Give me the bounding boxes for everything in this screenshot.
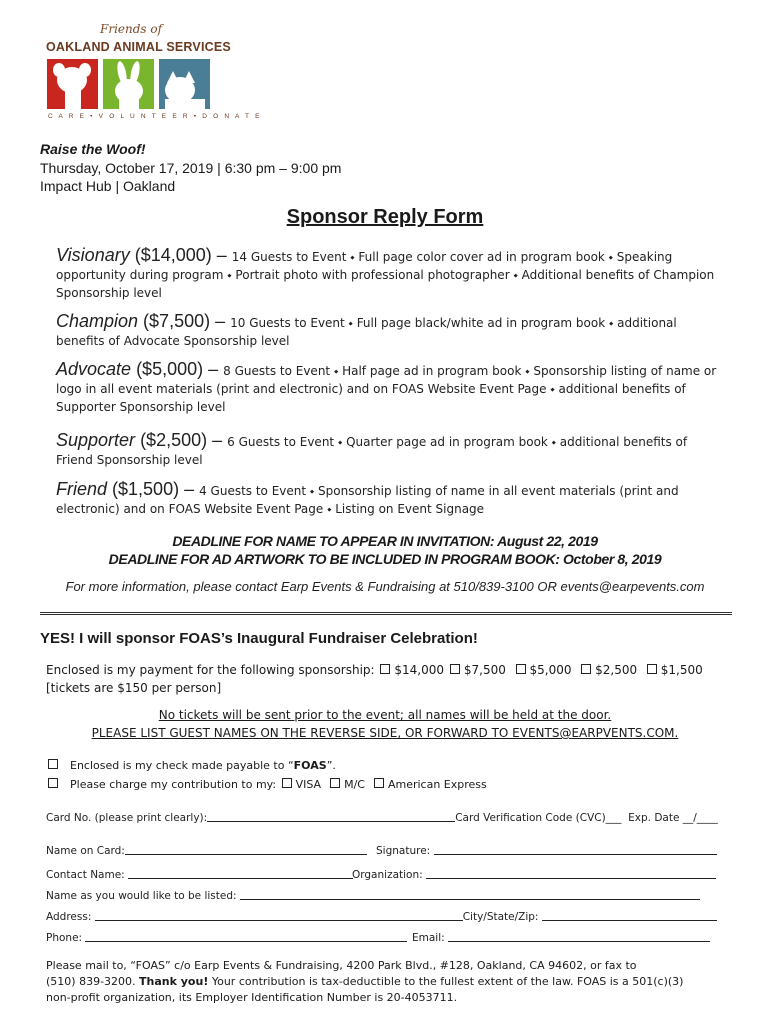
amount-label: $1,500 — [660, 663, 703, 677]
tier-benefits: 14 Guests to Event ⬩ Full page color cover ad in program book ⬩ Speaking opportunity during program ⬩ Portrait photo with professional photographer ⬩ Additional benefits of Champion Sponsorship level — [56, 250, 715, 300]
divider — [40, 612, 732, 615]
tier-name: Champion — [56, 311, 139, 331]
checkbox-visa[interactable] — [282, 778, 292, 788]
charge-option — [46, 778, 487, 791]
tier-name: Visionary — [56, 245, 130, 265]
ein-note: non-profit organization, its Employer Identification Number is 20-4053711. — [46, 991, 458, 1004]
signature-label: Signature: — [376, 845, 434, 857]
check-option — [46, 759, 336, 772]
card-number-row — [46, 811, 718, 824]
address-field[interactable] — [95, 910, 463, 921]
organization-label: Organization: — [352, 869, 427, 881]
card-number-field[interactable] — [207, 811, 455, 822]
checkbox-charge[interactable] — [48, 778, 58, 788]
listing-field[interactable] — [240, 889, 700, 900]
checkbox-check[interactable] — [48, 759, 58, 769]
checkbox-7500[interactable] — [450, 664, 460, 674]
tier-name: Supporter — [56, 430, 136, 450]
ticket-price: [tickets are $150 per person] — [46, 681, 222, 695]
mc-label: M/C — [344, 778, 365, 791]
mail-line: Please mail to, “FOAS” c/o Earp Events & Fundraising, 4200 Park Blvd., #128, Oakland, CA 94602, or fax to — [46, 959, 637, 972]
rabbit-icon — [103, 59, 154, 109]
deadline-name: DEADLINE FOR NAME TO APPEAR IN INVITATION: August 22, 2019 — [172, 533, 598, 549]
organization-row — [352, 868, 716, 881]
check-payee: FOAS — [293, 759, 327, 772]
amex-label: American Express — [387, 778, 487, 791]
sponsorship-selection — [46, 661, 736, 697]
deadline-artwork: DEADLINE FOR AD ARTWORK TO BE INCLUDED IN PROGRAM BOOK: October 8, 2019 — [108, 551, 662, 567]
checkbox-2500[interactable] — [581, 664, 591, 674]
cat-icon — [159, 59, 210, 109]
tier-price: ($7,500) – — [138, 311, 231, 331]
checkbox-1500[interactable] — [647, 664, 657, 674]
tier-benefits: 4 Guests to Event ⬩ Sponsorship listing of name in all event materials (print and electronic) and on FOAS Website Event Page ⬩ Listing on Event Signage — [56, 484, 679, 516]
amount-label: $14,000 — [394, 663, 445, 677]
logo-title: OAKLAND ANIMAL SERVICES — [46, 40, 231, 54]
tier-champion — [56, 312, 726, 350]
exp-date-field[interactable]: Exp. Date __/____ — [628, 812, 718, 824]
tier-price: ($14,000) – — [129, 245, 232, 265]
thank-you: Thank you! — [139, 975, 209, 988]
contact-label: Contact Name: — [46, 869, 129, 881]
event-venue: Impact Hub | Oakland — [40, 178, 176, 194]
address-row — [46, 910, 717, 923]
address-label: Address: — [46, 911, 95, 923]
phone-row — [46, 931, 407, 944]
guest-names-note: PLEASE LIST GUEST NAMES ON THE REVERSE SIDE, OR FORWARD TO EVENTS@EARPVENTS.COM. — [91, 726, 679, 740]
check-suffix: ”. — [326, 759, 336, 772]
tier-visionary — [56, 246, 726, 302]
mailing-instructions — [46, 958, 726, 1006]
no-tickets-note: No tickets will be sent prior to the event; all names will be held at the door. — [158, 708, 612, 722]
email-row — [412, 931, 710, 944]
city-field[interactable] — [542, 910, 717, 921]
checkbox-5000[interactable] — [516, 664, 526, 674]
tier-name: Advocate — [56, 359, 132, 379]
tier-benefits: 6 Guests to Event ⬩ Quarter page ad in program book ⬩ additional benefits of Friend Sponsorship level — [56, 435, 688, 467]
reply-heading: YES! I will sponsor FOAS’s Inaugural Fundraiser Celebration! — [40, 630, 478, 647]
name-on-card-row — [46, 844, 367, 857]
tier-price: ($5,000) – — [131, 359, 224, 379]
event-name: Raise the Woof! — [40, 141, 146, 157]
signature-field[interactable] — [434, 844, 717, 855]
checkbox-14000[interactable] — [380, 664, 390, 674]
logo-friends-of: Friends of — [100, 22, 163, 36]
page-title: Sponsor Reply Form — [286, 206, 484, 228]
tier-supporter — [56, 431, 726, 469]
fax-number: (510) 839-3200. — [46, 975, 140, 988]
signature-row — [376, 844, 717, 857]
listing-label: Name as you would like to be listed: — [46, 890, 240, 902]
tier-benefits: 10 Guests to Event ⬩ Full page black/white ad in program book ⬩ additional benefits of Advocate Sponsorship level — [56, 316, 677, 348]
tier-price: ($1,500) – — [107, 479, 200, 499]
contact-field[interactable] — [128, 868, 353, 879]
tax-note: Your contribution is tax-deductible to the fullest extent of the law. FOAS is a 501(c)(3) — [208, 975, 684, 988]
name-on-card-field[interactable] — [125, 844, 367, 855]
tier-price: ($2,500) – — [135, 430, 228, 450]
logo-tagline: C A R E • V O L U N T E E R • D O N A T E — [48, 113, 262, 120]
tier-advocate — [56, 360, 726, 416]
contact-info: For more information, please contact Earp Events & Fundraising at 510/839-3100 OR events@earpevents.com — [65, 579, 705, 594]
check-label: Enclosed is my check made payable to “ — [70, 759, 294, 772]
email-label: Email: — [412, 932, 449, 944]
email-field[interactable] — [448, 931, 710, 942]
phone-field[interactable] — [85, 931, 407, 942]
event-datetime: Thursday, October 17, 2019 | 6:30 pm – 9:00 pm — [40, 160, 342, 176]
dog-icon — [47, 59, 98, 109]
cvc-field[interactable]: Card Verification Code (CVC)___ — [455, 812, 622, 824]
visa-label: VISA — [295, 778, 322, 791]
card-number-label: Card No. (please print clearly): — [46, 812, 208, 824]
checkbox-amex[interactable] — [374, 778, 384, 788]
checkbox-mc[interactable] — [330, 778, 340, 788]
enclosed-label: Enclosed is my payment for the following sponsorship: — [46, 663, 379, 677]
amount-label: $5,000 — [529, 663, 572, 677]
tier-benefits: 8 Guests to Event ⬩ Half page ad in program book ⬩ Sponsorship listing of name or logo in all event materials (print and electronic) and on FOAS Website Event Page ⬩ additional benefits of Supporter Sponsorship level — [56, 364, 717, 414]
organization-field[interactable] — [426, 868, 716, 879]
city-label: City/State/Zip: — [462, 911, 542, 923]
phone-label: Phone: — [46, 932, 86, 944]
tier-friend — [56, 480, 726, 518]
tier-name: Friend — [56, 479, 108, 499]
listing-row — [46, 889, 700, 902]
amount-label: $2,500 — [595, 663, 638, 677]
name-on-card-label: Name on Card: — [46, 845, 125, 857]
amount-label: $7,500 — [463, 663, 506, 677]
contact-row — [46, 868, 353, 881]
logo-image — [47, 59, 211, 109]
charge-label: Please charge my contribution to my: — [70, 778, 280, 791]
